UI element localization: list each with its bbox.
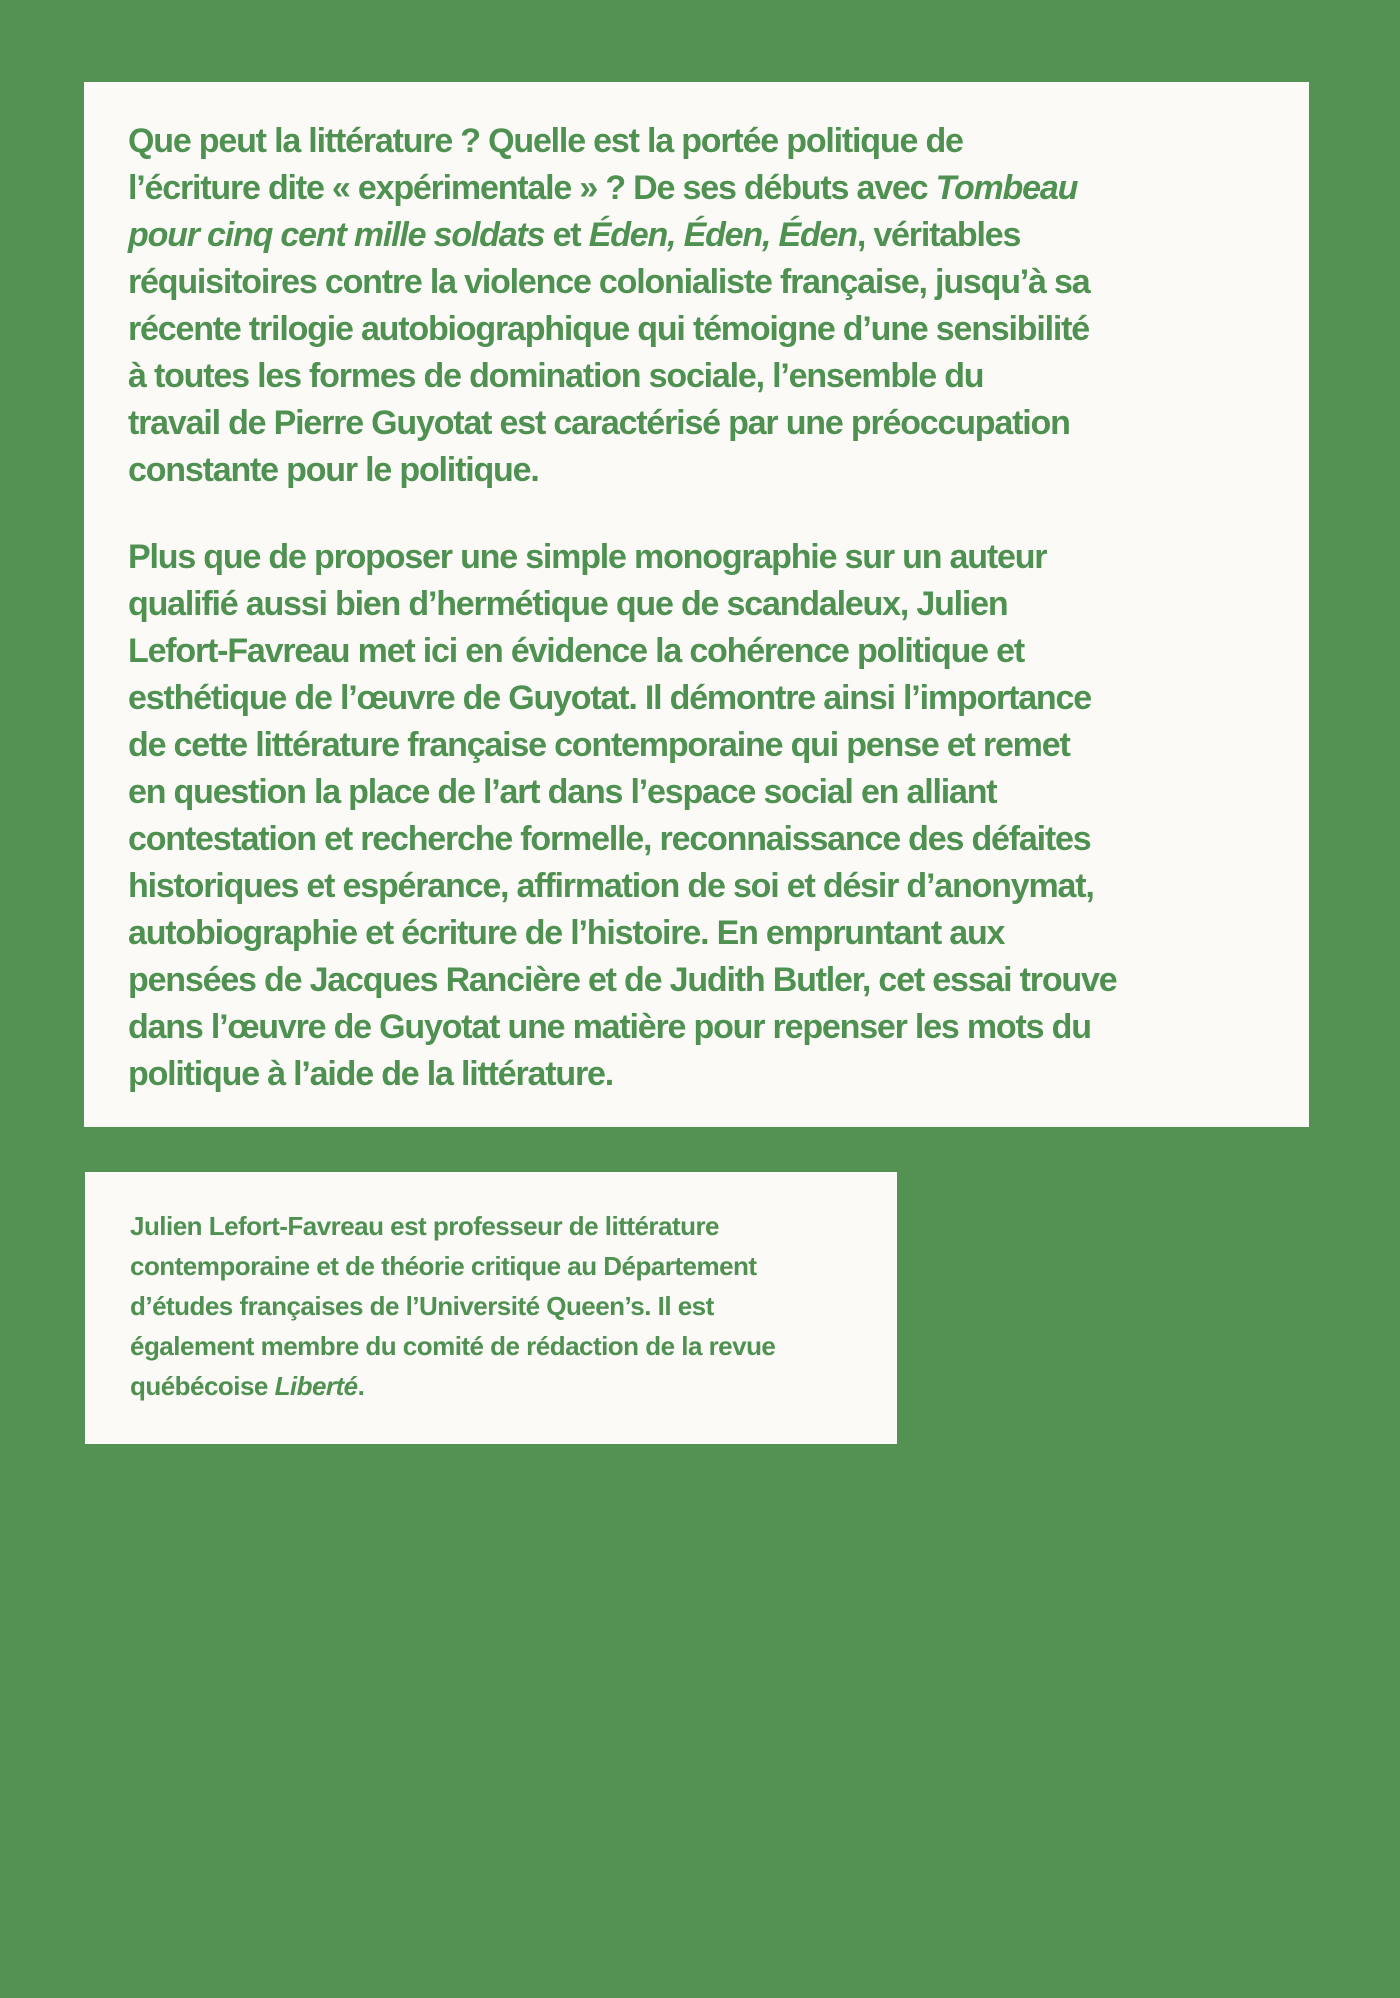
paragraph	[128, 534, 1281, 1098]
text-line: réquisitoires contre la violence colonialiste française, jusqu’à sa	[128, 263, 1090, 301]
text-line: autobiographie et écriture de l’histoire. En empruntant aux	[128, 914, 1005, 952]
synopsis-text	[128, 118, 1281, 1098]
text-line: également membre du comité de rédaction de la revue	[130, 1331, 776, 1361]
author-bio-panel	[85, 1172, 897, 1444]
text-line: récente trilogie autobiographique qui témoigne d’une sensibilité	[128, 310, 1089, 348]
text-line: dans l’œuvre de Guyotat une matière pour repenser les mots du	[128, 1008, 1091, 1046]
text-line: à toutes les formes de domination sociale, l’ensemble du	[128, 357, 984, 395]
text-line: Lefort-Favreau met ici en évidence la cohérence politique et	[128, 632, 1025, 670]
text-line: Julien Lefort-Favreau est professeur de littérature	[130, 1211, 719, 1241]
text-line: l’écriture dite « expérimentale » ? De ses débuts avec Tombeau	[128, 169, 1078, 207]
paragraph	[128, 118, 1281, 494]
text-line: Plus que de proposer une simple monographie sur un auteur	[128, 538, 1047, 576]
text-line: en question la place de l’art dans l’espace social en alliant	[128, 773, 997, 811]
text-line: de cette littérature française contemporaine qui pense et remet	[128, 726, 1070, 764]
text-line: travail de Pierre Guyotat est caractérisé par une préoccupation	[128, 404, 1070, 442]
text-line: historiques et espérance, affirmation de soi et désir d’anonymat,	[128, 867, 1094, 905]
author-bio-text	[130, 1206, 877, 1406]
text-line: pour cinq cent mille soldats et Éden, Éden, Éden, véritables	[128, 216, 1021, 254]
text-line: Que peut la littérature ? Quelle est la portée politique de	[128, 122, 963, 160]
text-line: qualifié aussi bien d’hermétique que de scandaleux, Julien	[128, 585, 1008, 623]
text-line: pensées de Jacques Rancière et de Judith Butler, cet essai trouve	[128, 961, 1117, 999]
text-line: contemporaine et de théorie critique au Département	[130, 1251, 757, 1281]
text-line: constante pour le politique.	[128, 451, 539, 489]
text-line: politique à l’aide de la littérature.	[128, 1055, 613, 1093]
synopsis-panel	[84, 82, 1309, 1127]
text-line: contestation et recherche formelle, reconnaissance des défaites	[128, 820, 1091, 858]
text-line: esthétique de l’œuvre de Guyotat. Il démontre ainsi l’importance	[128, 679, 1091, 717]
text-line: québécoise Liberté.	[130, 1371, 365, 1401]
text-line: d’études françaises de l’Université Queen’s. Il est	[130, 1291, 714, 1321]
